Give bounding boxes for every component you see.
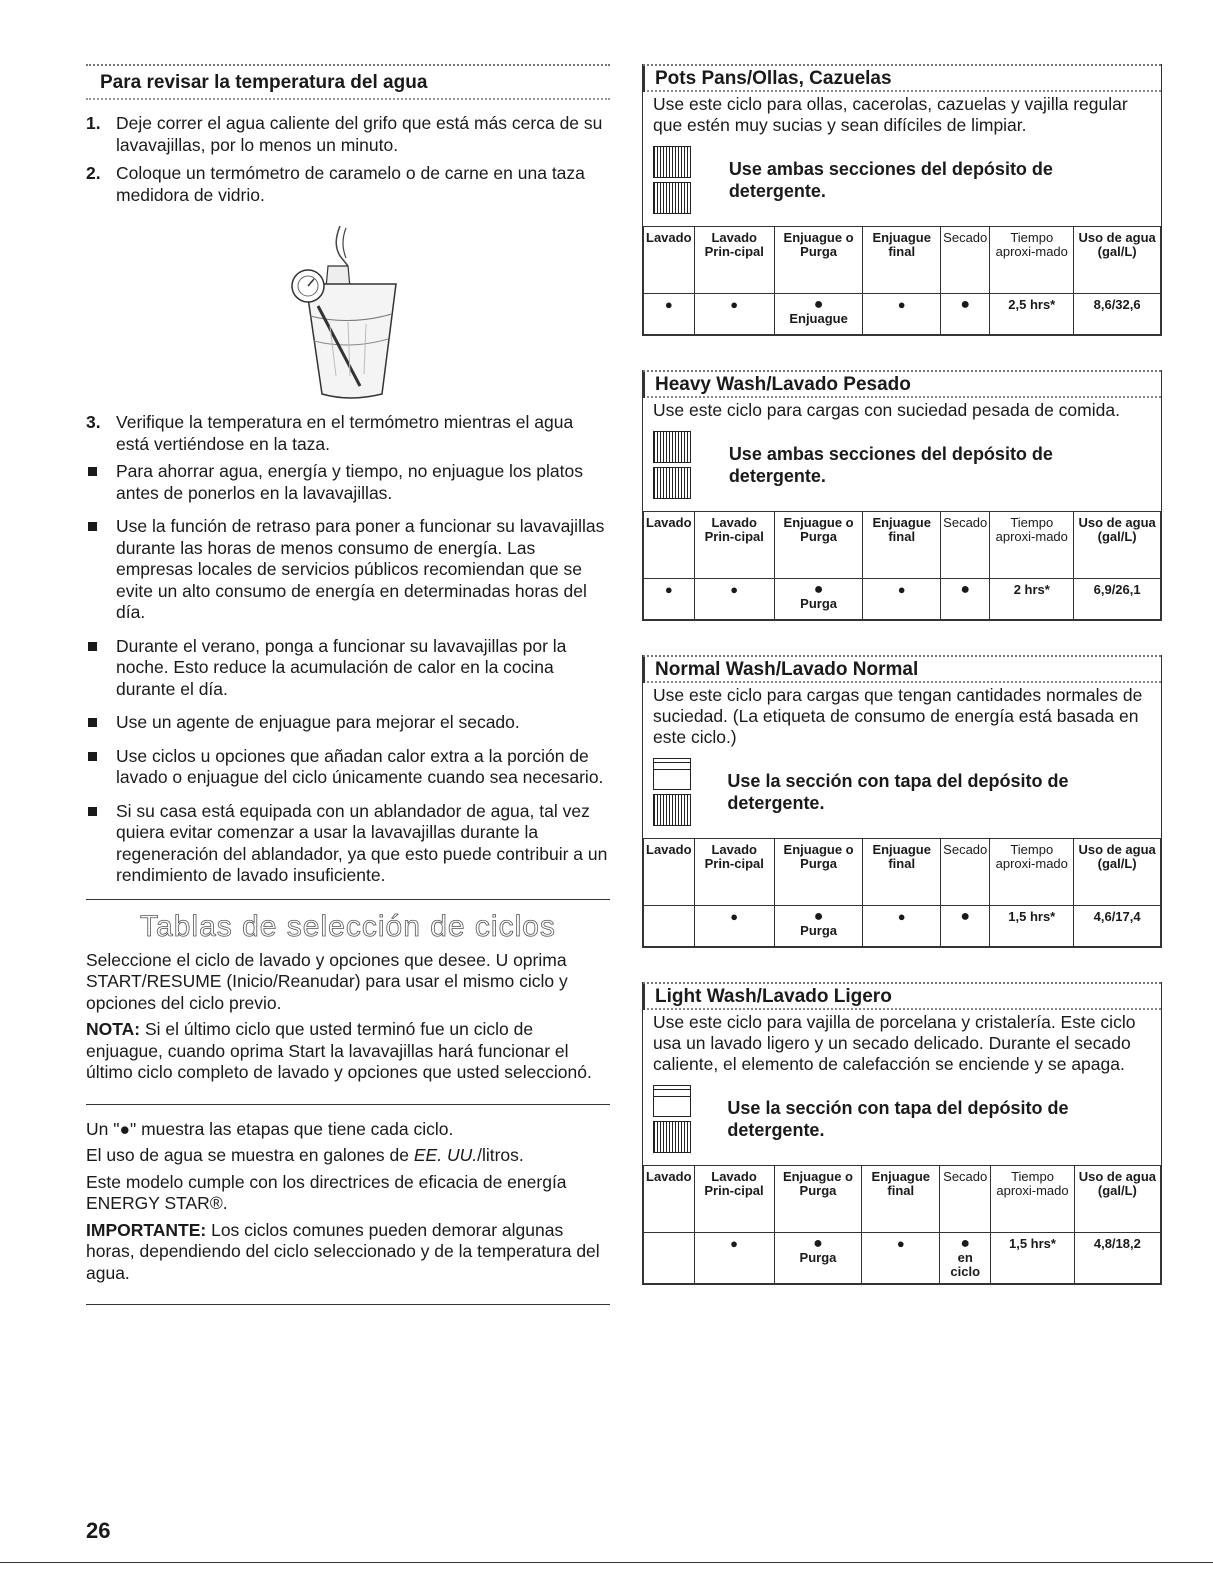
cell-enjuague-final: ●	[863, 906, 941, 947]
table-row	[644, 579, 1161, 620]
header-tiempo: Tiempo aproxi-mado	[991, 1166, 1074, 1233]
cycle-table	[643, 511, 1161, 620]
header-enjuague-final: Enjuague final	[863, 839, 941, 906]
tip-text: Durante el verano, ponga a funcionar su lavavajillas por la noche. Esto reduce la acumulación de calor en la cocina durante el día.	[116, 635, 567, 699]
detergent-dispenser-icon	[653, 431, 691, 463]
cell-lavado: ●	[644, 579, 695, 620]
step-text: Coloque un termómetro de caramelo o de carne en una taza medidora de vidrio.	[116, 163, 585, 205]
cell-tiempo: 2,5 hrs*	[990, 294, 1074, 335]
header-lavado: Lavado	[644, 839, 695, 906]
table-row	[644, 294, 1161, 335]
header-principal: Lavado Prin-cipal	[694, 839, 774, 906]
divider	[86, 899, 610, 900]
detergent-icons	[653, 146, 693, 218]
cell-secado	[941, 294, 990, 335]
tip-text: Para ahorrar agua, energía y tiempo, no enjuague los platos antes de ponerlos en la lavavajillas.	[116, 461, 583, 503]
cycle-description: Use este ciclo para vajilla de porcelana y cristalería. Este ciclo usa un lavado ligero y un secado delicado. Durante el secado caliente, el elemento de calefacción se enciende y se apaga.	[653, 1012, 1136, 1074]
table-row	[644, 1233, 1161, 1284]
detergent-icons	[653, 1085, 691, 1157]
header-tiempo: Tiempo aproxi-mado	[990, 839, 1074, 906]
header-uso-agua: Uso de agua (gal/L)	[1074, 1166, 1160, 1233]
header-uso-agua: Uso de agua (gal/L)	[1074, 227, 1161, 294]
importante-label: IMPORTANTE:	[86, 1219, 207, 1240]
table-row	[644, 906, 1161, 947]
cell-tiempo: 1,5 hrs*	[990, 906, 1074, 947]
cycle-title: Light Wash/Lavado Ligero	[643, 982, 1161, 1010]
cell-secado	[941, 579, 990, 620]
cell-enjuague-purga	[774, 1233, 862, 1284]
cell-enjuague-purga	[774, 906, 862, 947]
step-number: 2.	[86, 163, 101, 183]
step-item	[86, 411, 610, 455]
detergent-icons	[653, 758, 691, 830]
nota-paragraph	[86, 1019, 610, 1084]
detergent-instruction: Use la sección con tapa del depósito de detergente.	[727, 771, 1069, 813]
step-item	[86, 112, 610, 156]
energy-star-text: Este modelo cumple con los directrices de eficacia de energía ENERGY STAR®.	[86, 1171, 567, 1213]
table-header-row	[644, 227, 1161, 294]
cell-dot: ●	[813, 1235, 823, 1252]
page-number: 26	[86, 1518, 111, 1543]
cell-lavado	[644, 906, 695, 947]
detergent-row	[643, 425, 1161, 511]
header-tiempo: Tiempo aproxi-mado	[990, 227, 1074, 294]
step-text: Verifique la temperatura en el termómetro mientras el agua está vertiéndose en la taza.	[116, 412, 574, 454]
cell-enjuague-final: ●	[862, 1233, 940, 1284]
cell-dot: ●	[813, 296, 824, 313]
cycle-table	[643, 1165, 1161, 1284]
cell-lavado: ●	[644, 294, 695, 335]
cycle-table	[643, 838, 1161, 947]
bullet-square-icon	[88, 807, 97, 816]
bullet-square-icon	[88, 718, 97, 727]
cell-dot: ●	[960, 581, 971, 598]
tip-item	[86, 801, 610, 887]
tip-text: Si su casa está equipada con un ablandador de agua, tal vez quiera evitar comenzar a usar la lavavajillas durante la regeneración del ablandador, ya que esto puede contribuir a un rendimiento de lavado insuficiente.	[116, 800, 608, 885]
header-enjuague-purga: Enjuague o Purga	[774, 1166, 862, 1233]
title-divider	[86, 98, 610, 100]
header-enjuague-final: Enjuague final	[863, 512, 941, 579]
cycle-card	[642, 982, 1162, 1285]
tip-text: Use un agente de enjuague para mejorar el secado.	[116, 712, 520, 732]
tip-item	[86, 712, 610, 734]
table-header-row	[644, 1166, 1161, 1233]
header-principal: Lavado Prin-cipal	[694, 227, 774, 294]
table-header-row	[644, 839, 1161, 906]
importante-text: Los ciclos comunes pueden demorar algunas horas, dependiendo del ciclo seleccionado y de la temperatura del agua.	[86, 1219, 600, 1283]
step-text: Deje correr el agua caliente del grifo que está más cerca de su lavavajillas, por lo menos un minuto.	[116, 113, 603, 155]
cell-lavado	[644, 1233, 695, 1284]
importante-paragraph	[86, 1220, 610, 1285]
cell-enjuague-final: ●	[863, 579, 941, 620]
cell-dot: ●	[960, 1235, 971, 1252]
detergent-row	[643, 1079, 1161, 1165]
cell-secado	[941, 906, 990, 947]
bottom-divider	[0, 1562, 1213, 1563]
detergent-instruction: Use la sección con tapa del depósito de detergente.	[727, 1098, 1069, 1140]
legend-water-b: EE. UU.	[413, 1145, 478, 1165]
cell-principal: ●	[694, 579, 774, 620]
detergent-dispenser-icon	[653, 467, 691, 499]
cell-tiempo: 2 hrs*	[990, 579, 1074, 620]
header-lavado: Lavado	[644, 227, 695, 294]
bullet-square-icon	[88, 752, 97, 761]
tip-text: Use ciclos u opciones que añadan calor extra a la porción de lavado o enjuague del ciclo únicamente cuando sea necesario.	[116, 745, 604, 787]
nota-text: Si el último ciclo que usted terminó fue un ciclo de enjuague, cuando oprima Start la lavavajillas hará funcionar el último ciclo completo de lavado y opciones que usted seleccionó.	[86, 1019, 592, 1082]
cell-sub-label: Purga	[800, 923, 837, 938]
cell-sub-label: en ciclo	[950, 1250, 981, 1279]
divider	[86, 1104, 610, 1105]
header-principal: Lavado Prin-cipal	[694, 1166, 774, 1233]
detergent-row	[643, 140, 1161, 226]
detergent-cover-icon	[653, 1085, 691, 1117]
bullet-square-icon	[88, 642, 97, 651]
cycle-table	[643, 226, 1161, 335]
thermometer-cup-illustration	[278, 226, 418, 401]
header-enjuague-final: Enjuague final	[862, 1166, 940, 1233]
tip-item	[86, 516, 610, 624]
cell-sub-label: Purga	[799, 1250, 837, 1265]
tip-item	[86, 746, 610, 789]
header-enjuague-purga: Enjuague o Purga	[774, 227, 862, 294]
bullet-square-icon	[88, 467, 97, 476]
legend-water-a: El uso de agua se muestra en galones de	[86, 1145, 414, 1165]
header-secado: Secado	[941, 512, 990, 579]
cell-tiempo: 1,5 hrs*	[991, 1233, 1074, 1284]
step-number: 1.	[86, 113, 101, 133]
tip-item	[86, 636, 610, 701]
nota-label: NOTA:	[86, 1019, 141, 1039]
cell-dot: ●	[960, 908, 971, 925]
cycle-card	[642, 370, 1162, 621]
left-column	[86, 64, 610, 1305]
header-enjuague-purga: Enjuague o Purga	[774, 839, 862, 906]
cell-principal: ●	[694, 906, 774, 947]
cycle-title: Heavy Wash/Lavado Pesado	[643, 370, 1161, 398]
tips-list	[86, 461, 610, 887]
header-lavado: Lavado	[644, 1166, 695, 1233]
detergent-instruction: Use ambas secciones del depósito de detergente.	[728, 159, 1053, 201]
header-uso-agua: Uso de agua (gal/L)	[1074, 839, 1161, 906]
detergent-icons	[653, 431, 693, 503]
cycle-title: Normal Wash/Lavado Normal	[643, 655, 1161, 683]
legend-water-c: /litros.	[477, 1145, 524, 1165]
table-header-row	[644, 512, 1161, 579]
cell-dot: ●	[813, 908, 824, 925]
cell-uso-agua: 8,6/32,6	[1074, 294, 1161, 335]
cell-enjuague-purga	[774, 294, 862, 335]
intro-text: Seleccione el ciclo de lavado y opciones que desee. U oprima START/RESUME (Inicio/Reanudar) para usar el mismo ciclo y opciones del ciclo previo.	[86, 949, 568, 1013]
detergent-dispenser-icon	[653, 1121, 691, 1153]
cell-uso-agua: 4,6/17,4	[1074, 906, 1161, 947]
header-enjuague-purga: Enjuague o Purga	[774, 512, 862, 579]
header-tiempo: Tiempo aproxi-mado	[990, 512, 1074, 579]
cell-uso-agua: 6,9/26,1	[1074, 579, 1161, 620]
detergent-dispenser-icon	[653, 146, 691, 178]
cycles-heading: Tablas de selección de ciclos	[140, 909, 556, 943]
cell-enjuague-final: ●	[863, 294, 941, 335]
steps-list-continued	[86, 411, 610, 455]
section-title: Para revisar la temperatura del agua	[100, 72, 428, 93]
header-secado: Secado	[941, 227, 990, 294]
detergent-row	[643, 752, 1161, 838]
step-item	[86, 162, 610, 206]
header-principal: Lavado Prin-cipal	[694, 512, 774, 579]
cell-sub-label: Purga	[800, 596, 837, 611]
cycle-title: Pots Pans/Ollas, Cazuelas	[643, 64, 1161, 92]
cell-principal: ●	[694, 1233, 774, 1284]
cell-dot: ●	[813, 581, 824, 598]
tip-text: Use la función de retraso para poner a funcionar su lavavajillas durante las horas de menos consumo de energía. Las empresas locales de servicios públicos recomiendan que se evite un alto consumo de energía en determinadas horas del día.	[116, 516, 605, 622]
cell-enjuague-purga	[774, 579, 862, 620]
detergent-cover-icon	[653, 758, 691, 790]
detergent-dispenser-icon	[653, 182, 691, 214]
header-secado: Secado	[941, 839, 990, 906]
detergent-instruction: Use ambas secciones del depósito de detergente.	[728, 444, 1053, 486]
cycle-card	[642, 64, 1162, 336]
divider	[86, 1304, 610, 1305]
steps-list	[86, 112, 610, 206]
cycle-card	[642, 655, 1162, 948]
cycle-description: Use este ciclo para cargas que tengan cantidades normales de suciedad. (La etiqueta de consumo de energía está basada en este ciclo.)	[653, 685, 1143, 747]
legend-water-text	[86, 1145, 610, 1167]
right-column	[642, 64, 1162, 1285]
cell-secado	[940, 1233, 991, 1284]
cell-sub-label: Enjuague	[789, 311, 848, 326]
cycle-description: Use este ciclo para ollas, cacerolas, cazuelas y vajilla regular que estén muy sucias y sean difíciles de limpiar.	[653, 94, 1128, 135]
cell-uso-agua: 4,8/18,2	[1074, 1233, 1160, 1284]
bullet-square-icon	[88, 522, 97, 531]
tip-item	[86, 461, 610, 504]
header-uso-agua: Uso de agua (gal/L)	[1074, 512, 1161, 579]
cycle-description: Use este ciclo para cargas con suciedad pesada de comida.	[653, 400, 1120, 420]
header-secado: Secado	[940, 1166, 991, 1233]
top-divider	[86, 64, 610, 66]
legend-dot-text: Un "●" muestra las etapas que tiene cada ciclo.	[86, 1118, 454, 1139]
header-enjuague-final: Enjuague final	[863, 227, 941, 294]
cell-principal: ●	[694, 294, 774, 335]
detergent-dispenser-icon	[653, 794, 691, 826]
step-number: 3.	[86, 412, 101, 432]
header-lavado: Lavado	[644, 512, 695, 579]
cell-dot: ●	[960, 296, 971, 313]
